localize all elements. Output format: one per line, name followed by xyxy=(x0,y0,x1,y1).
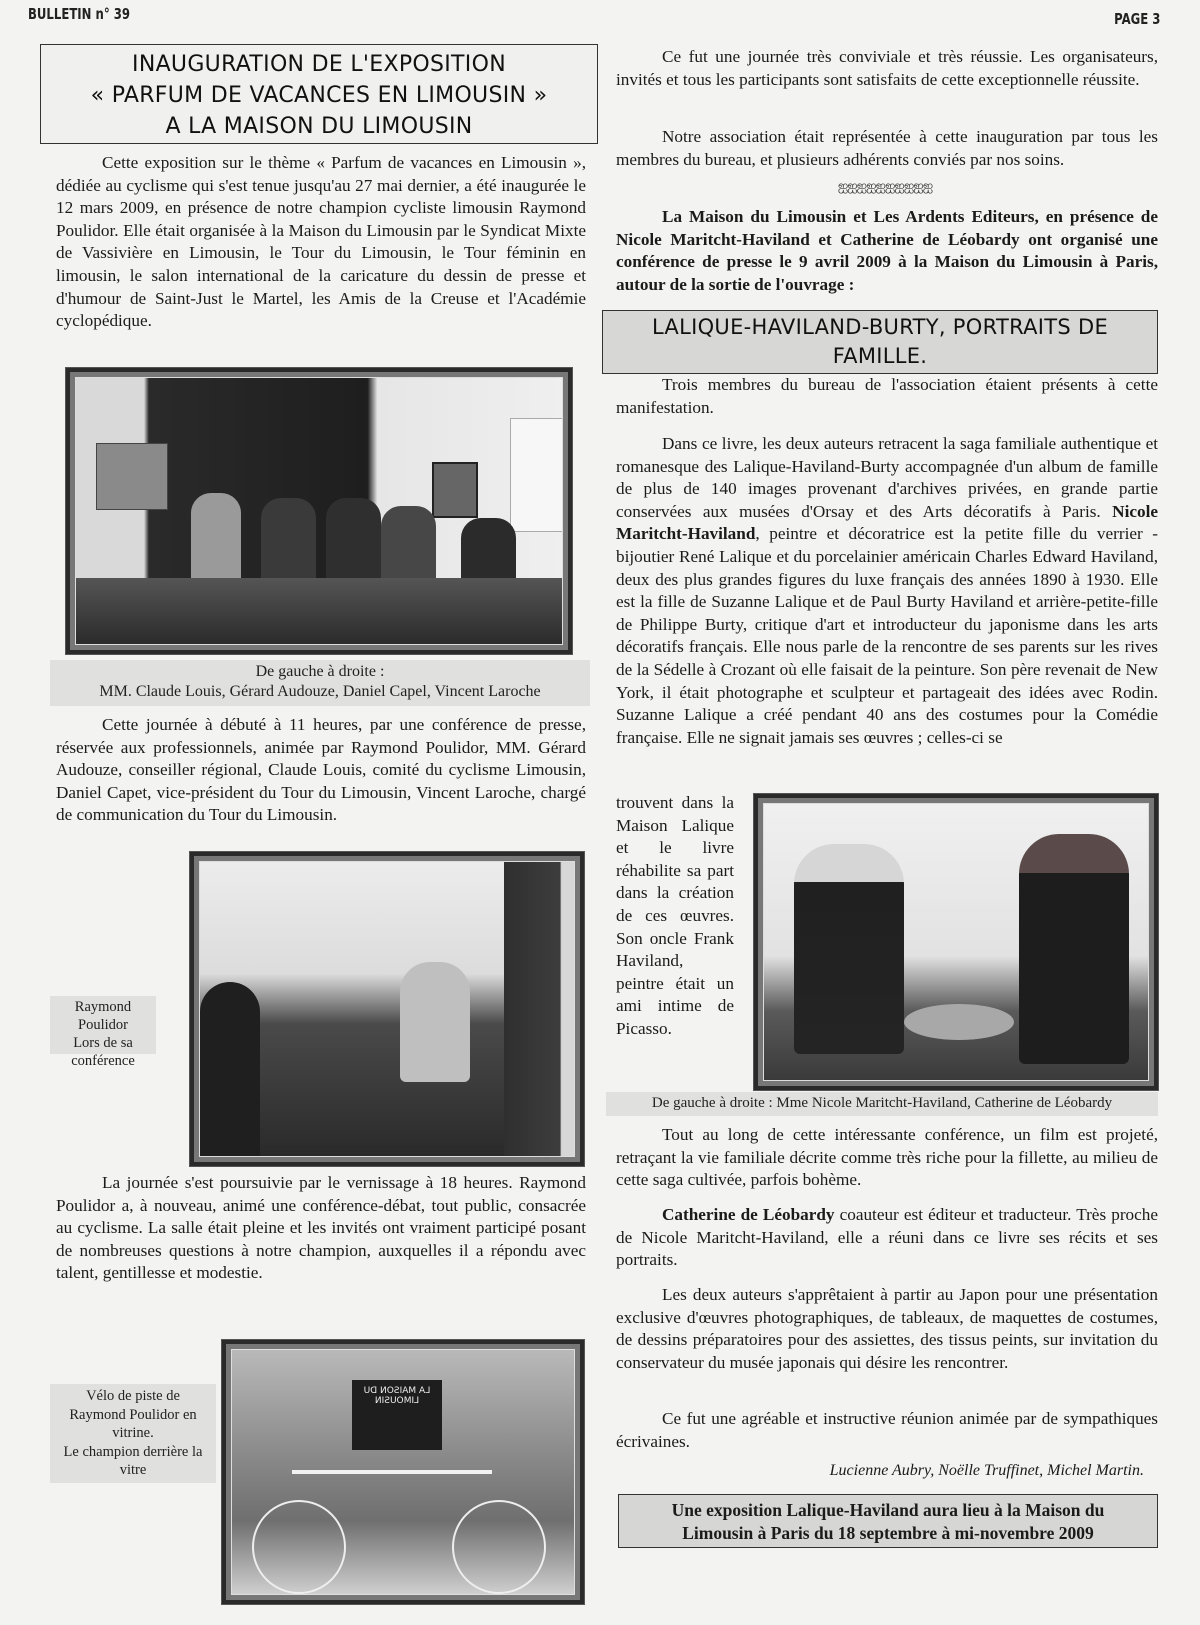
caption-line: Le champion derrière la xyxy=(63,1443,203,1460)
coauthor-text: coauteur est éditeur et traducteur. Très proche de Nicole Maritcht-Haviland, elle a réuni dans ce livre ses récits et ses portraits. xyxy=(616,1205,1158,1270)
book-title-line: FAMILLE. xyxy=(832,344,928,368)
film-paragraph: Tout au long de cette intéressante conférence, un film est projeté, retraçant la vie familiale décrite comme très riche pour la fillette, au milieu de cette saga cultivée, parfois bohème. xyxy=(616,1125,1158,1190)
shop-door xyxy=(352,1380,442,1450)
book-description-wrap: trouvent dans la Maison Lalique et le livre réhabilite sa part dans la création de ces œuvres. Son oncle Frank Haviland, peintre était un ami intime de Picasso. xyxy=(616,793,734,1038)
association-paragraph: Notre association était représentée à cette inauguration par tous les membres du bureau, et plusieurs adhérents conviés par nos soins. xyxy=(616,127,1158,169)
window xyxy=(510,418,563,532)
japan-paragraph: Les deux auteurs s'apprêtaient à partir au Japon pour une présentation exclusive d'œuvres photographiques, de tableaux, de maquettes de costumes, de dessins préparatoires pour des assiettes, des tissus peints, sur invitation du conservateur du musée japonais qui désire les rencontrer. xyxy=(616,1285,1158,1372)
coffee-table xyxy=(904,1004,1014,1040)
caption-line: Raymond Poulidor en xyxy=(69,1406,197,1423)
book-description-text: , peintre et décoratrice est la petite fille du verrier - bijoutier René Lalique et du porcelainier américain Charles Edward Haviland, deux des plus grandes figures du luxe français des années 1890 à 1930. Elle est la fille de Suzanne Lalique et de Paul Burty Haviland et arrière-petite-fille de Philippe Burty, critique d'art et introducteur du japonisme dans les arts décoratifs français. Elle nous parle de la rencontre de ses parents sur les rives de la Sédelle à Crozant où elle faisait de la peinture. Son père revenait de New York, il était photographe et sculpteur et partageait des idées avec Rodin. Suzanne Lalique a créé pendant 40 ans des costumes pour la Comédie française. Elle ne signait jamais ses œuvres ; celles-ci se xyxy=(616,524,1158,747)
caption-line: Vélo de piste de xyxy=(86,1388,180,1404)
page-number: PAGE 3 xyxy=(1113,10,1160,28)
bulletin-number: BULLETIN n° 39 xyxy=(28,5,131,23)
success-paragraph: Ce fut une journée très conviviale et très réussie. Les organisateurs, invités et tous les participants sont satisfaits de cette exceptionnelle réussite. xyxy=(616,47,1158,89)
closing-paragraph: Ce fut une agréable et instructive réunion animée par de sympathiques écrivaines. xyxy=(616,1409,1158,1451)
shop-sign: LA MAISON DU LIMOUSIN xyxy=(363,1386,431,1406)
bicycle-wheel xyxy=(452,1500,546,1594)
intro-paragraph: Cette exposition sur le thème « Parfum de vacances en Limousin », dédiée au cyclisme qui s'est tenue jusqu'au 27 mai dernier, a été inaugurée le 12 mars 2009, en présence de notre champion cycliste limousin Raymond Poulidor. Elle était organisée à la Maison du Limousin par le Syndicat Mixte de Vassivière en Limousin, le Tour du Limousin, le Tour féminin en limousin, le salon international de la caricature du dessin de presse et d'humour de Saint-Just le Martel, les Amis de la Creuse et l'Académie cyclopédique. xyxy=(56,153,586,331)
person-silhouette xyxy=(794,844,904,1054)
book-description-paragraph xyxy=(616,433,1158,749)
photo-caption-bicycle xyxy=(50,1384,216,1483)
bicycle-frame xyxy=(292,1470,492,1474)
article-title-line: A LA MAISON DU LIMOUSIN xyxy=(165,114,473,139)
photo-panel-speakers xyxy=(66,368,572,654)
wall-painting xyxy=(432,462,478,518)
person-silhouette xyxy=(191,493,241,583)
vernissage-paragraph: La journée s'est poursuivie par le vernissage à 18 heures. Raymond Poulidor a, à nouveau, animé une conférence-débat, tout public, consacrée au cyclisme. La salle était pleine et les invités ont vraiment participé posant de nombreuses questions à notre champion, auxquelles il a répondu avec talent, gentillesse et modestie. xyxy=(56,1173,586,1283)
coauthor-name-bold: Catherine de Léobardy xyxy=(662,1205,835,1224)
article-title-box xyxy=(40,44,598,144)
person-silhouette xyxy=(1019,834,1129,1064)
photo-caption-authors: De gauche à droite : Mme Nicole Maritcht-Haviland, Catherine de Léobardy xyxy=(606,1092,1158,1116)
book-description-text: Dans ce livre, les deux auteurs retracent la saga familiale authentique et romanesque des Lalique-Haviland-Burty accompagnée d'un album de famille de plus de 140 images provenant d'archives privées, en grande partie conservées aux musées d'Orsay et des Arts décoratifs à Paris. xyxy=(616,434,1158,521)
press-intro-paragraph: La Maison du Limousin et Les Ardents Editeurs, en présence de Nicole Maritcht-Haviland et Catherine de Léobardy ont organisé une conférence de presse le 9 avril 2009 à la Maison du Limousin à Paris, autour de la sortie de l'ouvrage : xyxy=(616,207,1158,294)
caption-line: Lors de sa xyxy=(73,1035,133,1051)
photo-caption-speakers xyxy=(50,660,590,706)
caption-line: MM. Claude Louis, Gérard Audouze, Daniel Capel, Vincent Laroche xyxy=(99,683,541,700)
press-conference-paragraph: Cette journée à débuté à 11 heures, par une conférence de presse, réservée aux professionnels, animée par Raymond Poulidor, MM. Gérard Audouze, conseiller régional, Claude Louis, comité du cyclisme Limousin, Daniel Capet, vice-président du Tour du Limousin, Vincent Laroche, chargé de communication du Tour du Limousin. xyxy=(56,715,586,825)
article-title-line: « PARFUM DE VACANCES EN LIMOUSIN » xyxy=(90,83,548,108)
author-name-bold: Nicole Maritcht-Haviland xyxy=(616,501,1158,544)
photo-bicycle-window xyxy=(222,1340,584,1604)
ornament-divider: ஐஐஐஐஐஐஐஐஐஐ xyxy=(837,178,933,193)
members-paragraph: Trois membres du bureau de l'association étaient présents à cette manifestation. xyxy=(616,375,1158,417)
chairs-row xyxy=(76,578,562,645)
caption-line: Raymond Poulidor xyxy=(74,999,132,1033)
photo-authors xyxy=(754,794,1158,1090)
book-title-line: LALIQUE-HAVILAND-BURTY, PORTRAITS DE xyxy=(651,315,1109,339)
signature: Lucienne Aubry, Noëlle Truffinet, Michel Martin. xyxy=(829,1462,1144,1479)
caption-line: vitre xyxy=(119,1462,147,1478)
photo-caption-poulidor xyxy=(50,996,156,1069)
wall-painting xyxy=(96,443,168,510)
article-title-line: INAUGURATION DE L'EXPOSITION xyxy=(132,52,506,77)
announcement-line: Limousin à Paris du 18 septembre à mi-novembre 2009 xyxy=(682,1523,1094,1543)
caption-line: conférence xyxy=(71,1053,135,1069)
photo-poulidor-conference xyxy=(190,852,584,1166)
audience-silhouette xyxy=(200,982,260,1157)
book-title-box xyxy=(602,310,1158,374)
speaker-silhouette xyxy=(400,962,470,1082)
bicycle-wheel xyxy=(252,1500,346,1594)
caption-line: vitrine. xyxy=(112,1425,154,1441)
coauthor-paragraph xyxy=(616,1204,1158,1272)
announcement-line: Une exposition Lalique-Haviland aura lieu à la Maison du xyxy=(671,1500,1105,1520)
exhibition-announcement xyxy=(618,1494,1158,1548)
curtain xyxy=(504,862,574,1156)
caption-line: De gauche à droite : xyxy=(255,663,385,680)
